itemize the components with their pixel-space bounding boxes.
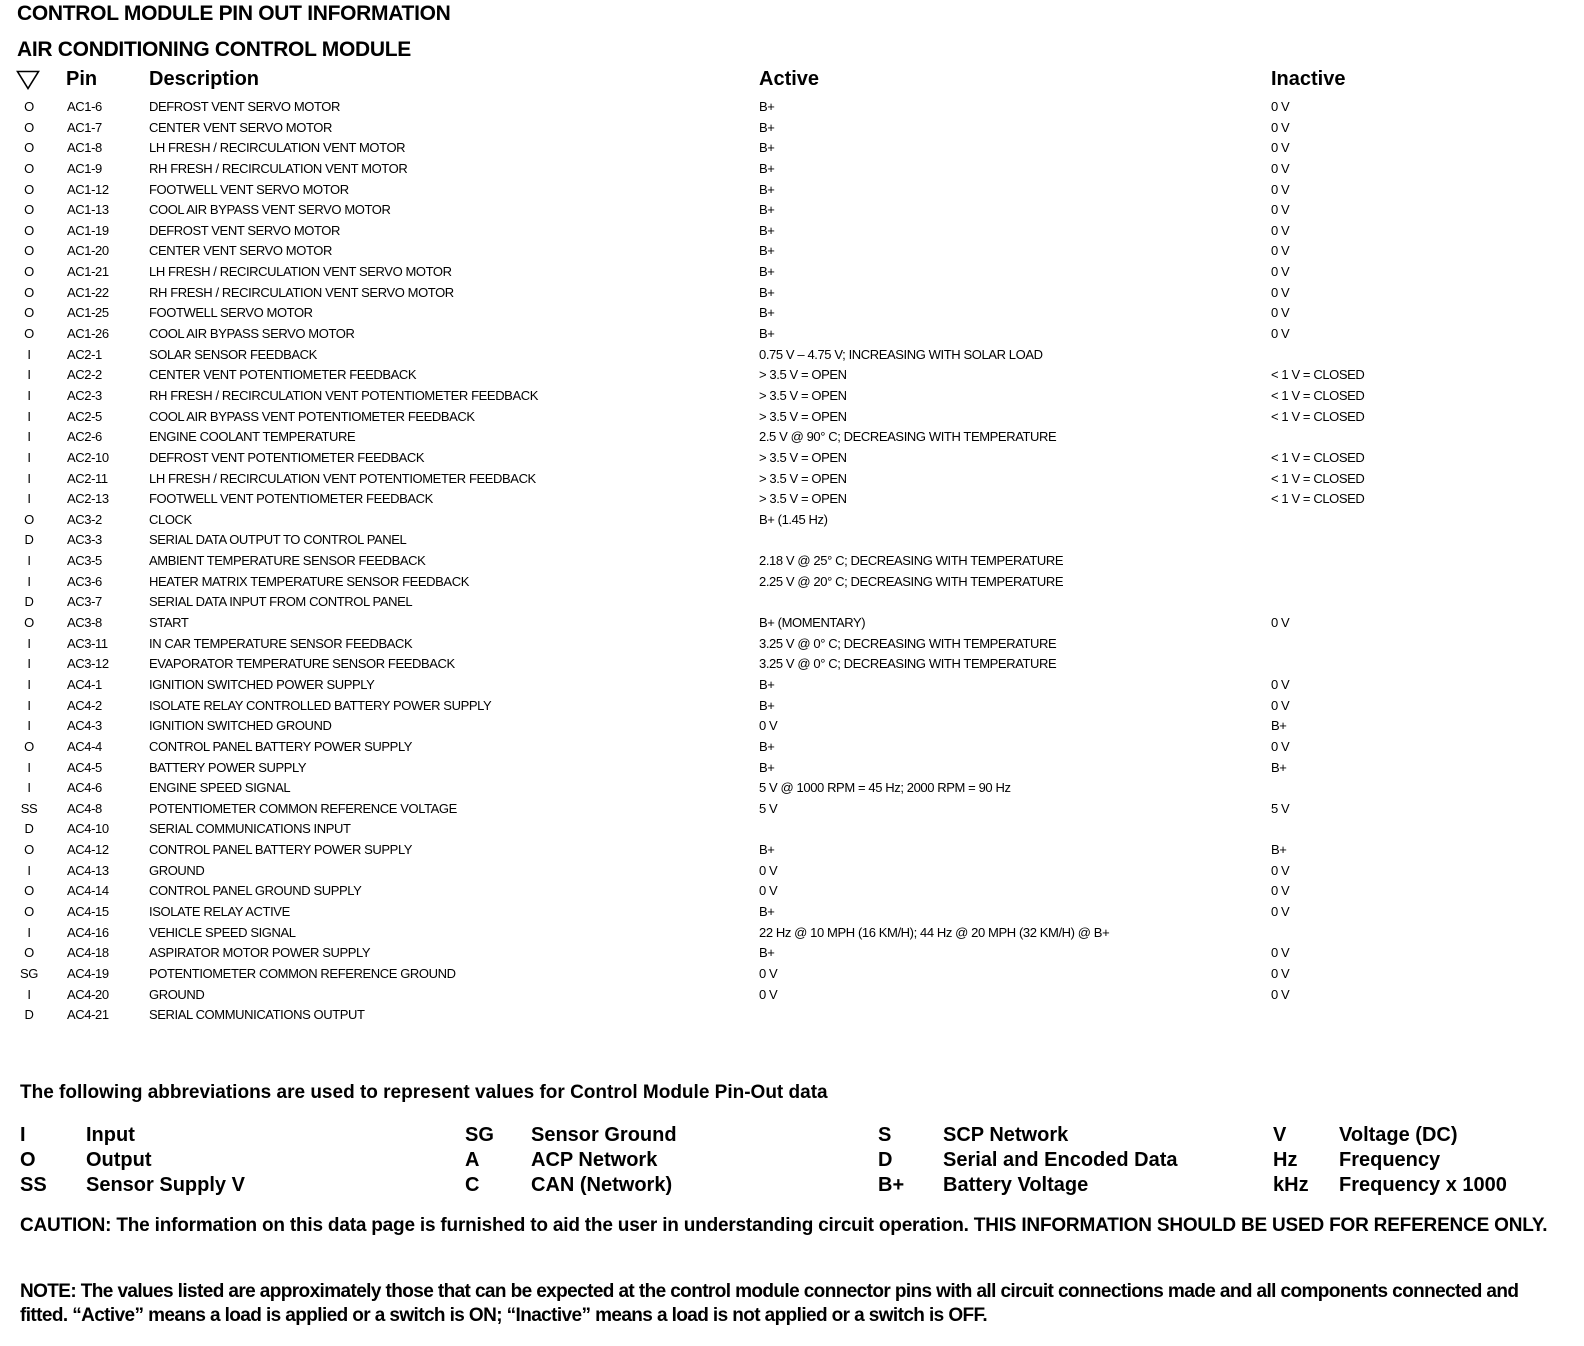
cell-type: I (27, 759, 31, 775)
cell-inactive: 0 V (1271, 140, 1290, 156)
cell-pin: AC1-22 (67, 284, 109, 300)
cell-active: B+ (759, 119, 775, 135)
cell-description: ISOLATE RELAY CONTROLLED BATTERY POWER SUPPLY (149, 697, 492, 713)
abbr-meaning: Sensor Ground (531, 1124, 677, 1146)
cell-active: > 3.5 V = OPEN (759, 387, 847, 403)
abbr-code: I (20, 1124, 26, 1146)
abbreviations-title: The following abbreviations are used to represent values for Control Module Pin-Out data (20, 1082, 828, 1103)
cell-active: B+ (1.45 Hz) (759, 511, 828, 527)
abbr-code: B+ (878, 1174, 905, 1196)
cell-pin: AC1-9 (67, 160, 102, 176)
cell-description: CENTER VENT POTENTIOMETER FEEDBACK (149, 367, 417, 383)
cell-type: I (27, 346, 31, 362)
cell-active: B+ (759, 842, 775, 858)
cell-active: B+ (759, 738, 775, 754)
cell-active: 0 V (759, 862, 778, 878)
cell-description: FOOTWELL VENT POTENTIOMETER FEEDBACK (149, 491, 433, 507)
cell-active: B+ (759, 305, 775, 321)
cell-pin: AC4-4 (67, 738, 102, 754)
cell-inactive: < 1 V = CLOSED (1271, 491, 1365, 507)
cell-type: O (24, 243, 34, 259)
cell-inactive: 0 V (1271, 202, 1290, 218)
cell-active: 0 V (759, 965, 778, 981)
cell-description: DEFROST VENT SERVO MOTOR (149, 222, 340, 238)
cell-inactive: < 1 V = CLOSED (1271, 470, 1365, 486)
cell-type: O (24, 284, 34, 300)
cell-pin: AC3-11 (67, 635, 108, 651)
cell-inactive: 0 V (1271, 264, 1290, 280)
table-row (0, 324, 1584, 345)
cell-type: I (27, 924, 31, 940)
cell-type: I (27, 408, 31, 424)
cell-type: O (24, 202, 34, 218)
cell-active: 2.25 V @ 20° C; DECREASING WITH TEMPERATURE (759, 573, 1064, 589)
cell-active: 22 Hz @ 10 MPH (16 KM/H); 44 Hz @ 20 MPH (32 KM/H) @ B+ (759, 924, 1110, 940)
cell-type: O (24, 305, 34, 321)
cell-inactive: B+ (1271, 759, 1287, 775)
abbr-code: O (20, 1149, 36, 1171)
cell-pin: AC2-1 (67, 346, 102, 362)
table-row (0, 283, 1584, 304)
cell-inactive: 0 V (1271, 986, 1290, 1002)
cell-type: I (27, 656, 31, 672)
cell-description: ASPIRATOR MOTOR POWER SUPPLY (149, 945, 371, 961)
cell-description: CONTROL PANEL BATTERY POWER SUPPLY (149, 842, 413, 858)
cell-inactive: 0 V (1271, 862, 1290, 878)
cell-active: 2.18 V @ 25° C; DECREASING WITH TEMPERATURE (759, 553, 1064, 569)
cell-inactive: 0 V (1271, 615, 1290, 631)
cell-type: O (24, 903, 34, 919)
cell-active: B+ (759, 181, 775, 197)
table-row (0, 427, 1584, 448)
cell-inactive: 0 V (1271, 243, 1290, 259)
cell-type: I (27, 429, 31, 445)
cell-type: I (27, 573, 31, 589)
cell-type: I (27, 697, 31, 713)
cell-type: O (24, 511, 34, 527)
caution-text: CAUTION: The information on this data page is furnished to aid the user in understanding circuit operation. THIS INFORMATION SHOULD BE USED FOR REFERENCE ONLY. (20, 1215, 1548, 1236)
cell-inactive: 0 V (1271, 181, 1290, 197)
cell-inactive: 0 V (1271, 119, 1290, 135)
cell-inactive: 0 V (1271, 965, 1290, 981)
cell-type: O (24, 615, 34, 631)
cell-type: O (24, 326, 34, 342)
cell-description: SERIAL DATA INPUT FROM CONTROL PANEL (149, 594, 413, 610)
cell-description: SERIAL COMMUNICATIONS OUTPUT (149, 1007, 365, 1023)
cell-pin: AC4-6 (67, 780, 102, 796)
table-row (0, 489, 1584, 510)
cell-pin: AC3-2 (67, 511, 102, 527)
cell-active: > 3.5 V = OPEN (759, 470, 847, 486)
cell-description: CLOCK (149, 511, 192, 527)
table-row (0, 345, 1584, 366)
cell-active: B+ (759, 903, 775, 919)
cell-pin: AC1-20 (67, 243, 109, 259)
cell-inactive: B+ (1271, 842, 1287, 858)
cell-active: B+ (759, 759, 775, 775)
cell-type: I (27, 780, 31, 796)
cell-type: I (27, 491, 31, 507)
cell-type: O (24, 264, 34, 280)
cell-pin: AC3-6 (67, 573, 102, 589)
cell-type: O (24, 99, 34, 114)
cell-pin: AC2-10 (67, 449, 109, 465)
note-text: NOTE: The values listed are approximately those that can be expected at the control module connector pins with all circuit connections made and all components connected and fitted. “Active” means a load is applied or a switch is ON; “Inactive” means a load is not applied or a switch is OFF. (20, 1281, 1519, 1326)
cell-pin: AC1-7 (67, 119, 102, 135)
cell-pin: AC4-15 (67, 903, 109, 919)
cell-description: IGNITION SWITCHED POWER SUPPLY (149, 676, 375, 692)
table-row (0, 386, 1584, 407)
table-row (0, 572, 1584, 593)
table-row (0, 221, 1584, 242)
cell-active: B+ (759, 243, 775, 259)
cell-description: COOL AIR BYPASS SERVO MOTOR (149, 326, 355, 342)
cell-type: O (24, 140, 34, 156)
cell-active: 3.25 V @ 0° C; DECREASING WITH TEMPERATURE (759, 656, 1057, 672)
cell-inactive: < 1 V = CLOSED (1271, 449, 1365, 465)
cell-pin: AC4-5 (67, 759, 102, 775)
table-row (0, 510, 1584, 531)
cell-description: GROUND (149, 862, 205, 878)
cell-active: B+ (759, 945, 775, 961)
cell-pin: AC4-21 (67, 1007, 109, 1023)
cell-description: COOL AIR BYPASS VENT SERVO MOTOR (149, 202, 391, 218)
abbr-code: SS (20, 1174, 47, 1196)
cell-description: LH FRESH / RECIRCULATION VENT MOTOR (149, 140, 406, 156)
abbr-code: A (465, 1149, 480, 1171)
cell-inactive: 0 V (1271, 99, 1290, 114)
abbr-code: S (878, 1124, 892, 1146)
cell-active: B+ (759, 99, 775, 114)
abbr-code: Hz (1273, 1149, 1298, 1171)
cell-pin: AC3-5 (67, 553, 102, 569)
table-row (0, 819, 1584, 840)
cell-description: START (149, 615, 189, 631)
table-row (0, 365, 1584, 386)
cell-description: COOL AIR BYPASS VENT POTENTIOMETER FEEDBACK (149, 408, 475, 424)
table-row (0, 985, 1584, 1006)
cell-pin: AC1-19 (67, 222, 109, 238)
cell-pin: AC4-20 (67, 986, 109, 1002)
cell-type: I (27, 449, 31, 465)
abbr-meaning: Serial and Encoded Data (943, 1149, 1178, 1171)
cell-active: B+ (759, 140, 775, 156)
cell-description: IN CAR TEMPERATURE SENSOR FEEDBACK (149, 635, 413, 651)
cell-pin: AC4-2 (67, 697, 102, 713)
cell-type: I (27, 470, 31, 486)
cell-active: 2.5 V @ 90° C; DECREASING WITH TEMPERATURE (759, 429, 1057, 445)
cell-type: I (27, 635, 31, 651)
abbr-code: V (1273, 1124, 1287, 1146)
cell-description: POTENTIOMETER COMMON REFERENCE VOLTAGE (149, 800, 457, 816)
table-row (0, 964, 1584, 985)
cell-inactive: 0 V (1271, 945, 1290, 961)
cell-active: 0 V (759, 883, 778, 899)
cell-pin: AC2-11 (67, 470, 108, 486)
cell-inactive: < 1 V = CLOSED (1271, 408, 1365, 424)
table-row (0, 902, 1584, 923)
cell-type: I (27, 986, 31, 1002)
cell-active: > 3.5 V = OPEN (759, 408, 847, 424)
cell-description: AMBIENT TEMPERATURE SENSOR FEEDBACK (149, 553, 426, 569)
cell-description: ENGINE COOLANT TEMPERATURE (149, 429, 356, 445)
cell-pin: AC4-8 (67, 800, 102, 816)
abbr-meaning: Input (86, 1124, 135, 1146)
cell-type: O (24, 945, 34, 961)
table-row (0, 407, 1584, 428)
cell-inactive: B+ (1271, 718, 1287, 734)
cell-type: SG (20, 965, 38, 981)
cell-description: GROUND (149, 986, 205, 1002)
cell-type: O (24, 222, 34, 238)
cell-inactive: 0 V (1271, 697, 1290, 713)
table-row (0, 118, 1584, 139)
abbr-code: SG (465, 1124, 494, 1146)
table-row (0, 303, 1584, 324)
cell-active: 5 V @ 1000 RPM = 45 Hz; 2000 RPM = 90 Hz (759, 780, 1011, 796)
page-title: CONTROL MODULE PIN OUT INFORMATION (17, 2, 451, 25)
cell-active: 0 V (759, 986, 778, 1002)
table-row (0, 551, 1584, 572)
cell-active: B+ (759, 697, 775, 713)
cell-pin: AC1-8 (67, 140, 102, 156)
cell-type: I (27, 676, 31, 692)
cell-type: D (24, 1007, 34, 1023)
cell-pin: AC2-3 (67, 387, 102, 403)
cell-pin: AC2-13 (67, 491, 109, 507)
table-row (0, 840, 1584, 861)
cell-active: B+ (759, 160, 775, 176)
cell-description: FOOTWELL VENT SERVO MOTOR (149, 181, 349, 197)
cell-active: > 3.5 V = OPEN (759, 449, 847, 465)
table-row (0, 592, 1584, 613)
column-header-active: Active (759, 68, 820, 90)
cell-description: LH FRESH / RECIRCULATION VENT SERVO MOTOR (149, 264, 452, 280)
cell-active: 0 V (759, 718, 778, 734)
abbr-meaning: Frequency (1339, 1149, 1441, 1171)
table-row (0, 943, 1584, 964)
cell-active: 0.75 V – 4.75 V; INCREASING WITH SOLAR LOAD (759, 346, 1043, 362)
cell-active: B+ (759, 326, 775, 342)
cell-description: IGNITION SWITCHED GROUND (149, 718, 332, 734)
cell-type: O (24, 883, 34, 899)
cell-pin: AC1-6 (67, 99, 102, 114)
cell-description: BATTERY POWER SUPPLY (149, 759, 307, 775)
abbr-meaning: Sensor Supply V (86, 1174, 245, 1196)
column-header-description: Description (149, 68, 260, 90)
table-row (0, 881, 1584, 902)
cell-inactive: 0 V (1271, 738, 1290, 754)
cell-pin: AC2-2 (67, 367, 102, 383)
cell-active: B+ (759, 222, 775, 238)
table-row (0, 262, 1584, 283)
abbr-meaning: Voltage (DC) (1339, 1124, 1458, 1146)
table-row (0, 923, 1584, 944)
cell-description: RH FRESH / RECIRCULATION VENT MOTOR (149, 160, 408, 176)
cell-description: CENTER VENT SERVO MOTOR (149, 243, 332, 259)
table-row (0, 1005, 1584, 1026)
table-row (0, 861, 1584, 882)
abbr-meaning: Battery Voltage (943, 1174, 1089, 1196)
cell-pin: AC1-25 (67, 305, 109, 321)
cell-inactive: 5 V (1271, 800, 1290, 816)
table-row (0, 469, 1584, 490)
cell-type: I (27, 553, 31, 569)
cell-inactive: 0 V (1271, 676, 1290, 692)
cell-type: D (24, 594, 34, 610)
cell-pin: AC4-19 (67, 965, 109, 981)
cell-pin: AC3-3 (67, 532, 102, 548)
cell-description: SOLAR SENSOR FEEDBACK (149, 346, 317, 362)
cell-description: FOOTWELL SERVO MOTOR (149, 305, 313, 321)
cell-pin: AC3-12 (67, 656, 109, 672)
cell-inactive: 0 V (1271, 326, 1290, 342)
cell-inactive: 0 V (1271, 903, 1290, 919)
cell-description: RH FRESH / RECIRCULATION VENT POTENTIOMETER FEEDBACK (149, 387, 538, 403)
cell-pin: AC4-16 (67, 924, 109, 940)
cell-description: ISOLATE RELAY ACTIVE (149, 903, 290, 919)
cell-description: VEHICLE SPEED SIGNAL (149, 924, 296, 940)
table-row (0, 159, 1584, 180)
column-header-pin: Pin (66, 68, 98, 90)
cell-active: B+ (MOMENTARY) (759, 615, 866, 631)
table-row (0, 654, 1584, 675)
cell-type: O (24, 119, 34, 135)
cell-pin: AC4-1 (67, 676, 102, 692)
table-row (0, 241, 1584, 262)
cell-description: SERIAL COMMUNICATIONS INPUT (149, 821, 351, 837)
cell-active: 3.25 V @ 0° C; DECREASING WITH TEMPERATURE (759, 635, 1057, 651)
cell-description: CENTER VENT SERVO MOTOR (149, 119, 332, 135)
table-row (0, 737, 1584, 758)
cell-type: O (24, 160, 34, 176)
abbr-meaning: SCP Network (943, 1124, 1069, 1146)
abbr-code: kHz (1273, 1174, 1309, 1196)
abbr-code: C (465, 1174, 480, 1196)
cell-description: EVAPORATOR TEMPERATURE SENSOR FEEDBACK (149, 656, 455, 672)
cell-inactive: 0 V (1271, 160, 1290, 176)
table-row (0, 799, 1584, 820)
cell-pin: AC4-13 (67, 862, 109, 878)
cell-type: O (24, 738, 34, 754)
table-row (0, 675, 1584, 696)
cell-pin: AC4-10 (67, 821, 109, 837)
cell-type: D (24, 821, 34, 837)
cell-inactive: 0 V (1271, 284, 1290, 300)
cell-description: LH FRESH / RECIRCULATION VENT POTENTIOMETER FEEDBACK (149, 470, 536, 486)
cell-pin: AC1-12 (67, 181, 109, 197)
cell-pin: AC1-21 (67, 264, 109, 280)
cell-type: I (27, 718, 31, 734)
abbr-meaning: Output (86, 1149, 152, 1171)
cell-type: I (27, 367, 31, 383)
cell-inactive: < 1 V = CLOSED (1271, 367, 1365, 383)
pinout-table (0, 97, 1584, 1026)
cell-description: CONTROL PANEL GROUND SUPPLY (149, 883, 362, 899)
cell-pin: AC1-26 (67, 326, 109, 342)
cell-pin: AC4-18 (67, 945, 109, 961)
table-row (0, 634, 1584, 655)
table-row (0, 530, 1584, 551)
table-row (0, 138, 1584, 159)
cell-inactive: 0 V (1271, 222, 1290, 238)
table-row (0, 758, 1584, 779)
cell-type: D (24, 532, 34, 548)
abbr-meaning: CAN (Network) (531, 1174, 673, 1196)
cell-description: POTENTIOMETER COMMON REFERENCE GROUND (149, 965, 456, 981)
cell-pin: AC3-7 (67, 594, 102, 610)
cell-pin: AC4-3 (67, 718, 102, 734)
table-row (0, 696, 1584, 717)
cell-description: ENGINE SPEED SIGNAL (149, 780, 291, 796)
cell-inactive: 0 V (1271, 883, 1290, 899)
cell-type: O (24, 181, 34, 197)
column-header-inactive: Inactive (1271, 68, 1346, 90)
cell-active: B+ (759, 676, 775, 692)
cell-pin: AC4-12 (67, 842, 109, 858)
cell-type: SS (20, 800, 38, 816)
cell-active: > 3.5 V = OPEN (759, 367, 847, 383)
table-row (0, 97, 1584, 118)
abbr-meaning: ACP Network (531, 1149, 658, 1171)
table-row (0, 716, 1584, 737)
cell-type: I (27, 862, 31, 878)
cell-active: B+ (759, 284, 775, 300)
cell-description: RH FRESH / RECIRCULATION VENT SERVO MOTOR (149, 284, 454, 300)
table-row (0, 448, 1584, 469)
cell-pin: AC1-13 (67, 202, 109, 218)
cell-active: B+ (759, 202, 775, 218)
cell-active: B+ (759, 264, 775, 280)
table-row (0, 180, 1584, 201)
section-title: AIR CONDITIONING CONTROL MODULE (17, 38, 411, 61)
table-row (0, 200, 1584, 221)
cell-active: > 3.5 V = OPEN (759, 491, 847, 507)
abbr-meaning: Frequency x 1000 (1339, 1174, 1507, 1196)
cell-description: DEFROST VENT POTENTIOMETER FEEDBACK (149, 449, 425, 465)
cell-description: SERIAL DATA OUTPUT TO CONTROL PANEL (149, 532, 407, 548)
cell-active: 5 V (759, 800, 778, 816)
cell-pin: AC2-5 (67, 408, 102, 424)
cell-pin: AC4-14 (67, 883, 109, 899)
abbr-code: D (878, 1149, 893, 1171)
cell-description: DEFROST VENT SERVO MOTOR (149, 99, 340, 114)
cell-description: CONTROL PANEL BATTERY POWER SUPPLY (149, 738, 413, 754)
cell-inactive: < 1 V = CLOSED (1271, 387, 1365, 403)
cell-inactive: 0 V (1271, 305, 1290, 321)
cell-pin: AC2-6 (67, 429, 102, 445)
table-row (0, 613, 1584, 634)
table-row (0, 778, 1584, 799)
cell-pin: AC3-8 (67, 615, 102, 631)
cell-type: I (27, 387, 31, 403)
cell-type: O (24, 842, 34, 858)
direction-triangle-icon (16, 70, 40, 90)
cell-description: HEATER MATRIX TEMPERATURE SENSOR FEEDBACK (149, 573, 469, 589)
